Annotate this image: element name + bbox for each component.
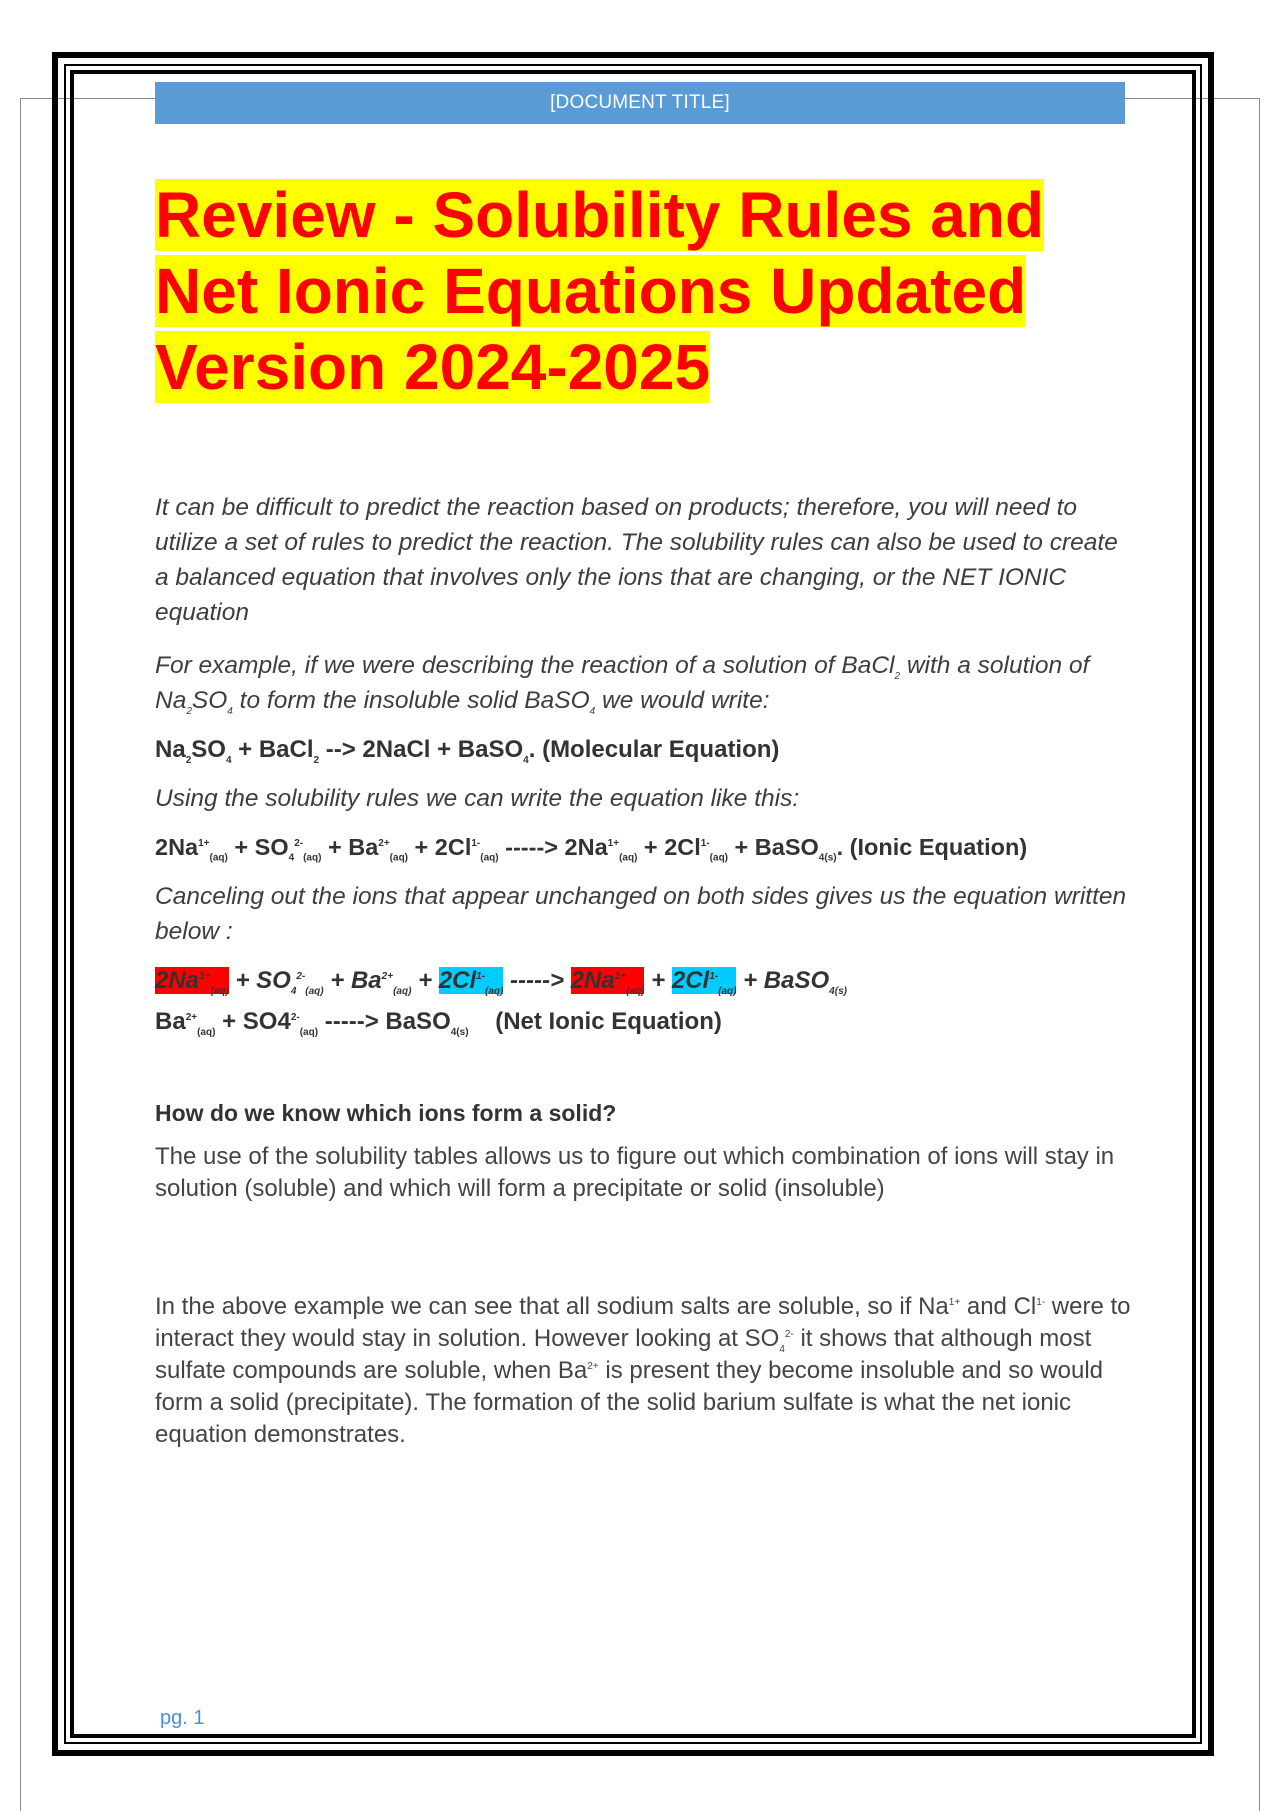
page-number: pg. 1 [160,1707,205,1729]
solubility-tables-paragraph: The use of the solubility tables allows us to figure out which combination of ions will stay in solution (soluble) and which will form a precipitate or solid (insoluble) [155,1143,1115,1202]
canceled-chloride-right: $2Cl^{1-}_{(aq)}$ [671,967,737,997]
page-edge-left [20,98,21,1811]
canceled-sodium-right: $2Na^{1+}_{(aq)}$ [570,967,645,997]
document-body [155,490,1135,1451]
canceled-sodium-left: $2Na^{1+}_{(aq)}$ [155,967,229,997]
net-ionic-equation: $Ba^{2+}_{(aq)} + SO4^{2-}_{(aq)}$ -----> BaSO$_{4(s)}$ (Net Ionic Equation) [155,1008,722,1038]
document-title-header: [DOCUMENT TITLE] [155,82,1125,124]
title-line-1: Review - Solubility Rules and [155,179,1045,251]
page-edge-right [1259,98,1260,1811]
solid-question-heading: How do we know which ions form a solid? [155,1100,617,1126]
canceled-chloride-left: $2Cl^{1-}_{(aq)}$ [438,967,504,997]
page-title [155,177,1135,405]
title-line-2: Net Ionic Equations Updated [155,255,1027,327]
explanation-paragraph: In the above example we can see that all sodium salts are soluble, so if $Na^{1+}$ and $Cl^{1-}$ were to interact they would stay in solution. However looking at $SO_4^{2-}$ it shows that although most sulfate compounds are soluble, when $Ba^{2+}$ is present they become insoluble and so would form a solid (precipitate). The formation of the solid barium sulfate is what the net ionic equation demonstrates. [155,1293,1131,1448]
title-line-3: Version 2024-2025 [155,331,711,403]
example-paragraph: For example, if we were describing the reaction of a solution of BaCl$_2$ with a solution of $Na_2SO_4$ to form the insoluble solid BaSO$_4$ we would write: [155,652,1090,717]
molecular-equation: $Na_2SO_4$ + BaCl$_2$ --> 2NaCl + BaSO$_4$. (Molecular Equation) [155,736,780,766]
ionic-equation: $2Na^{1+}_{(aq)} + SO_4^{2-}_{(aq)} + Ba^{2+}_{(aq)} + 2Cl^{1-}_{(aq)}$ -----> $2Na^{1+}_{(aq)} + 2Cl^{1-}_{(aq)}$ + BaSO$_{4(s)}$. (Ionic Equation) [155,834,1028,864]
intro-paragraph: It can be difficult to predict the reaction based on products; therefore, you will need to utilize a set of rules to predict the reaction. The solubility rules can also be used to create a balanced equation that involves only the ions that are changing, or the NET IONIC equation [155,494,1118,626]
canceled-ionic-equation: $2Na^{1+}_{(aq)} + SO_4^{2-}_{(aq)} + Ba^{2+}_{(aq)} + 2Cl^{1-}_{(aq)}$ -----> $2Na^{1+}_{(aq)} + 2Cl^{1-}_{(aq)}$ + BaSO$_{4(s)}$ [155,967,847,997]
canceling-paragraph: Canceling out the ions that appear unchanged on both sides gives us the equation written below : [155,883,1127,945]
using-rules-paragraph: Using the solubility rules we can write the equation like this: [155,785,800,812]
